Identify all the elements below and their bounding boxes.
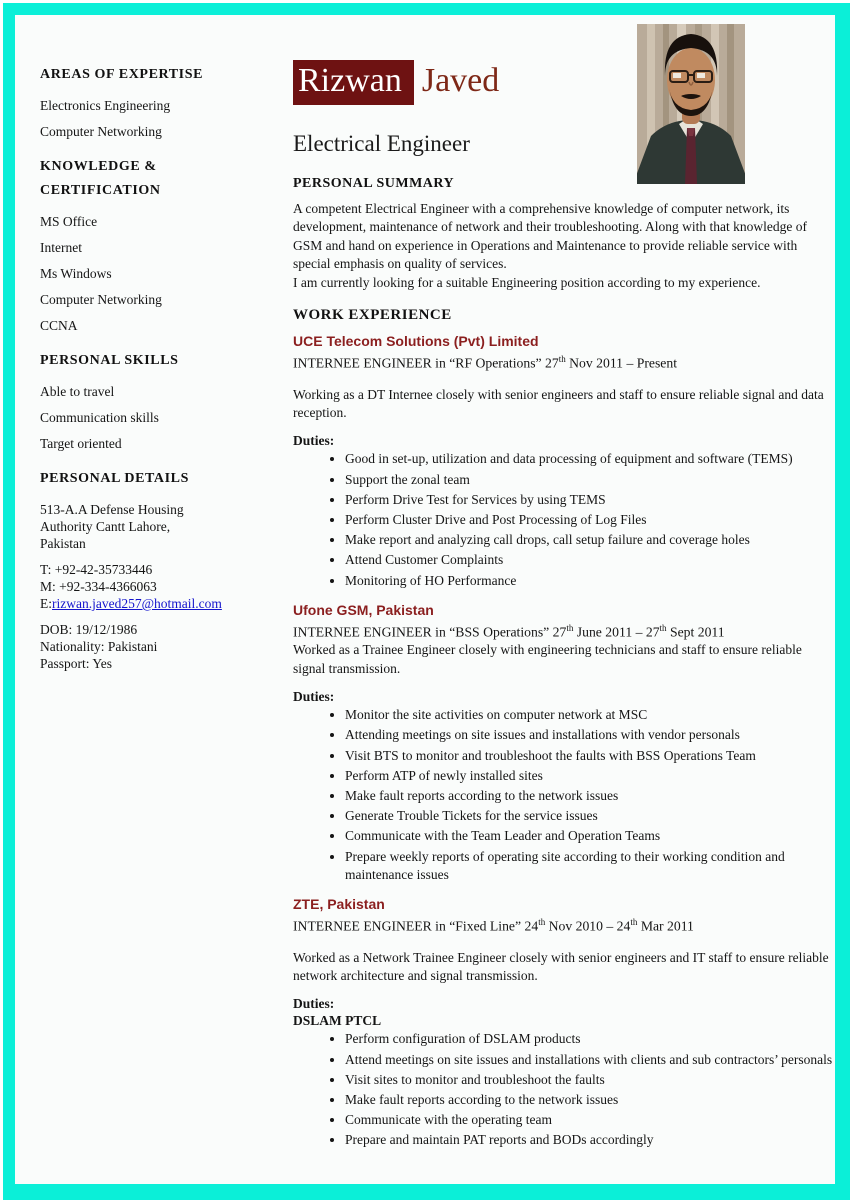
contact-info: [40, 561, 226, 612]
duties-label: Duties:: [293, 689, 335, 705]
expertise-item: Electronics Engineering: [40, 98, 171, 113]
job-title: Electrical Engineer: [293, 131, 470, 156]
address-line: Authority Cantt Lahore,: [40, 519, 171, 534]
ordinal-suffix: th: [538, 917, 546, 928]
section-heading-areas-of-expertise: AREAS OF EXPERTISE: [40, 67, 204, 82]
knowledge-item: Ms Windows: [40, 266, 112, 281]
address-line: Pakistan: [40, 536, 86, 551]
email-prefix: E:: [40, 596, 52, 611]
duties-list: [293, 706, 833, 884]
job-summary: Worked as a Network Trainee Engineer closely with senior engineers and IT staff to ensure reliable network architecture and signal transmission.: [293, 949, 829, 983]
job-entry: [293, 896, 833, 1150]
job-entry: [293, 602, 833, 884]
ordinal-suffix: th: [659, 622, 667, 633]
summary-paragraph: I am currently looking for a suitable Engineering position according to my experience.: [293, 274, 761, 290]
skill-item: Able to travel: [40, 384, 115, 399]
role-and-dates: [293, 913, 833, 936]
nationality: Nationality: Pakistani: [40, 639, 158, 654]
role-text: Nov 2010 – 24: [545, 918, 631, 934]
duties-list: [293, 450, 833, 589]
skill-item: Communication skills: [40, 410, 159, 425]
duty-item: • Make fault reports according to the network issues: [345, 1091, 833, 1109]
page-border-frame: [3, 3, 850, 1200]
duty-item: • Perform Drive Test for Services by using TEMS: [345, 491, 833, 509]
duty-item: • Make fault reports according to the network issues: [345, 787, 833, 805]
role-text: INTERNEE ENGINEER in “Fixed Line” 24: [293, 918, 539, 934]
role-text: INTERNEE ENGINEER in “RF Operations” 27: [293, 355, 559, 371]
role-and-dates: [293, 619, 833, 642]
role-text: June 2011 – 27: [573, 624, 660, 640]
duty-item: • Monitoring of HO Performance: [345, 572, 833, 590]
email-link[interactable]: rizwan.javed257@hotmail.com: [52, 596, 222, 611]
duties-label: Duties:: [293, 433, 335, 449]
duty-item: • Communicate with the operating team: [345, 1111, 833, 1129]
passport: Passport: Yes: [40, 656, 113, 671]
duty-item: • Prepare weekly reports of operating site according to their working condition and maintenance issues: [345, 848, 833, 884]
duty-item: • Attend meetings on site issues and installations with clients and sub contractors’ personals: [345, 1051, 833, 1069]
company-name: UCE Telecom Solutions (Pvt) Limited: [293, 333, 539, 350]
main-column: [293, 60, 833, 1162]
duties-list: [293, 1030, 833, 1149]
duty-item: • Perform configuration of DSLAM products: [345, 1030, 833, 1048]
duty-item: • Monitor the site activities on computer network at MSC: [345, 706, 833, 724]
address-line: 513-A.A Defense Housing: [40, 502, 184, 517]
company-name: ZTE, Pakistan: [293, 896, 385, 913]
candidate-name: [293, 60, 833, 105]
job-entry: [293, 333, 833, 590]
dob: DOB: 19/12/1986: [40, 622, 138, 637]
ordinal-suffix: th: [566, 622, 574, 633]
ordinal-suffix: th: [558, 354, 566, 365]
duty-item: • Prepare and maintain PAT reports and BODs accordingly: [345, 1131, 833, 1149]
personal-facts: [40, 621, 270, 672]
duty-item: • Visit BTS to monitor and troubleshoot the faults with BSS Operations Team: [345, 747, 833, 765]
company-name: Ufone GSM, Pakistan: [293, 601, 434, 618]
duties-label: Duties:: [293, 996, 335, 1012]
summary-paragraph: A competent Electrical Engineer with a comprehensive knowledge of computer network, its development, maintenance of network and their troubleshooting. Along with that knowledge of GSM and hand on experience in Operations and Maintenance to provide reliable service with special emphasis on quality of services.: [293, 201, 808, 272]
profile-photo-image: [637, 24, 745, 184]
duties-sub-label: DSLAM PTCL: [293, 1013, 382, 1029]
knowledge-item: CCNA: [40, 318, 78, 333]
job-summary: Worked as a Trainee Engineer closely with engineering technicians and staff to ensure reliable signal transmission.: [293, 642, 802, 676]
role-text: Sept 2011: [666, 624, 725, 640]
skill-item: Target oriented: [40, 436, 122, 451]
phone-landline: T: +92-42-35733446: [40, 562, 153, 577]
section-heading-knowledge-certification: KNOWLEDGE & CERTIFICATION: [40, 159, 161, 198]
duty-item: • Good in set-up, utilization and data processing of equipment and software (TEMS): [345, 450, 833, 468]
section-heading-personal-details: PERSONAL DETAILS: [40, 471, 189, 486]
duty-item: • Perform Cluster Drive and Post Processing of Log Files: [345, 511, 833, 529]
duty-item: • Attending meetings on site issues and installations with vendor personals: [345, 726, 833, 744]
section-heading-work-experience: WORK EXPERIENCE: [293, 307, 452, 324]
duty-item: • Attend Customer Complaints: [345, 551, 833, 569]
address: [40, 501, 270, 552]
duty-item: • Visit sites to monitor and troubleshoot the faults: [345, 1071, 833, 1089]
knowledge-item: Computer Networking: [40, 292, 162, 307]
section-heading-personal-skills: PERSONAL SKILLS: [40, 353, 179, 368]
sidebar: [40, 63, 270, 681]
duty-item: • Perform ATP of newly installed sites: [345, 767, 833, 785]
section-heading-personal-summary: PERSONAL SUMMARY: [293, 176, 455, 191]
expertise-item: Computer Networking: [40, 124, 162, 139]
last-name: Javed: [421, 62, 500, 99]
ordinal-suffix: th: [630, 917, 638, 928]
knowledge-item: MS Office: [40, 214, 98, 229]
duty-item: • Make report and analyzing call drops, call setup failure and coverage holes: [345, 531, 833, 549]
role-and-dates: [293, 350, 833, 373]
first-name-highlight: Rizwan: [293, 60, 414, 105]
duty-item: • Support the zonal team: [345, 471, 833, 489]
resume-page: [15, 15, 835, 1184]
role-text: Nov 2011 – Present: [565, 355, 677, 371]
job-summary: Working as a DT Internee closely with senior engineers and staff to ensure reliable signal and data reception.: [293, 386, 824, 420]
role-text: INTERNEE ENGINEER in “BSS Operations” 27: [293, 624, 567, 640]
phone-mobile: M: +92-334-4366063: [40, 579, 157, 594]
duty-item: • Generate Trouble Tickets for the service issues: [345, 807, 833, 825]
profile-photo: [637, 24, 745, 184]
role-text: Mar 2011: [637, 918, 694, 934]
duty-item: • Communicate with the Team Leader and Operation Teams: [345, 827, 833, 845]
knowledge-item: Internet: [40, 240, 82, 255]
email-line: [40, 595, 226, 612]
